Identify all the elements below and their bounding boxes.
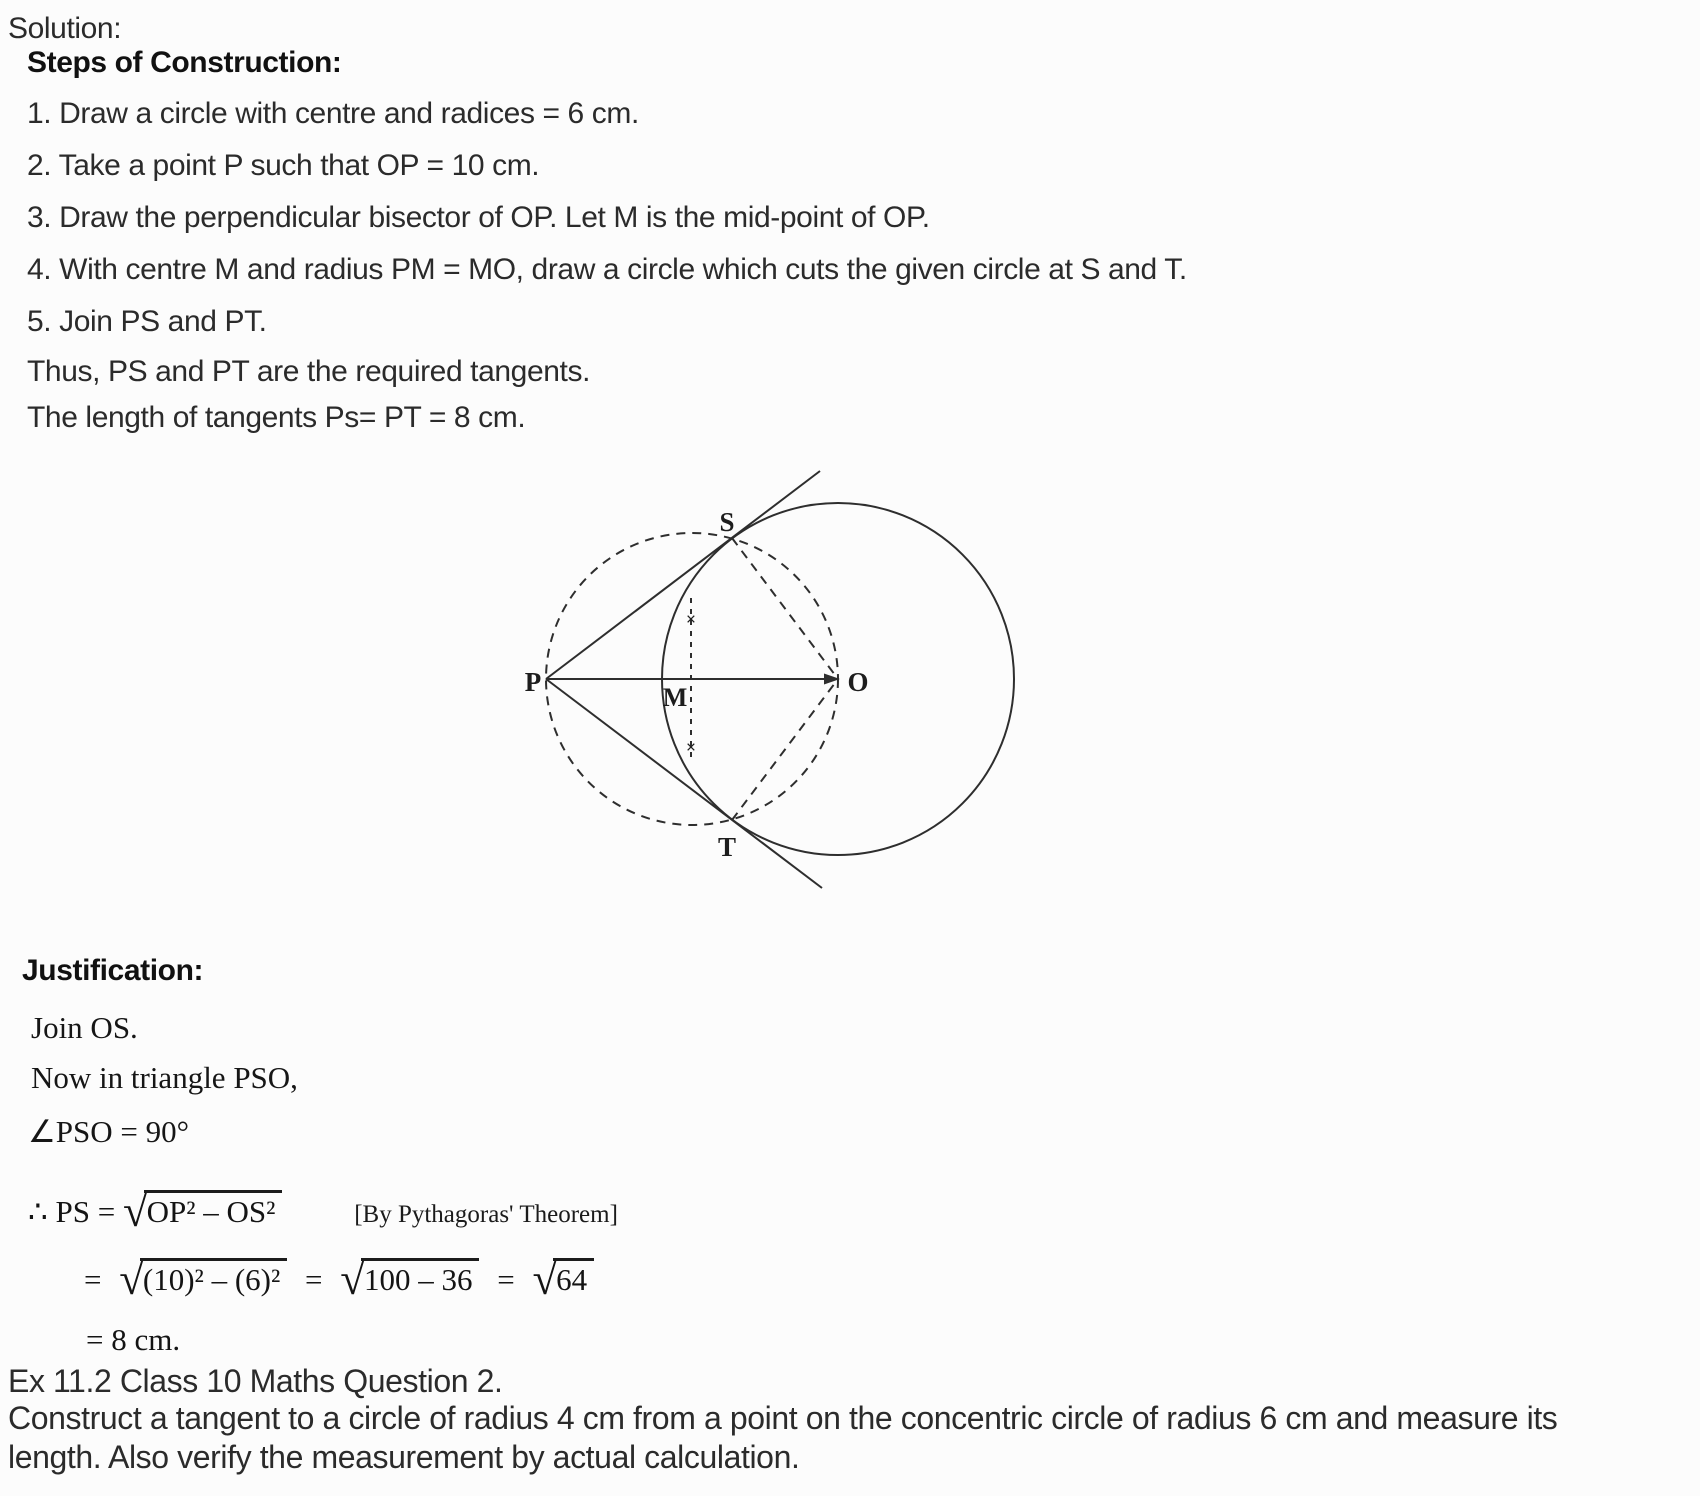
point-label-S: S [719,507,735,537]
construction-step-1: 1. Draw a circle with centre and radices = 6 cm. [27,97,639,130]
exercise-reference-line: Ex 11.2 Class 10 Maths Question 2. [8,1363,503,1399]
pythagoras-formula-line [28,1186,618,1236]
angle-pso-line: ∠PSO = 90° [28,1114,190,1149]
result-line: = 8 cm. [86,1322,181,1357]
solution-label: Solution: [8,12,122,45]
construction-step-4: 4. With centre M and radius PM = MO, draw a circle which cuts the given circle at S and T. [27,253,1187,286]
join-os-line: Join OS. [31,1010,138,1045]
radicand-100-36: 100 – 36 [361,1258,480,1298]
tangents-conclusion-line: Thus, PS and PT are the required tangents. [27,355,591,388]
radical-sign: √ [119,1254,144,1304]
dashed-segment-TO [732,679,838,820]
pythagoras-note: [By Pythagoras' Theorem] [354,1201,618,1228]
bisector-tick-top: × [685,609,697,629]
radicand-10-6: (10)² – (6)² [140,1258,287,1298]
point-label-P: P [524,667,542,697]
dashed-segment-SO [732,538,838,679]
point-label-M: M [662,683,688,712]
radical-sign: √ [532,1254,558,1304]
triangle-pso-line: Now in triangle PSO, [31,1060,298,1095]
equals-sign: = [305,1262,323,1297]
construction-diagram [500,455,1040,900]
formula-lead: ∴ PS = [28,1194,116,1229]
equals-sign: = [84,1262,102,1297]
numeric-formula-line [84,1254,594,1304]
point-label-O: O [847,667,869,697]
question-line-1: Construct a tangent to a circle of radius 4 cm from a point on the concentric circle of radius 6 cm and measure its [8,1400,1558,1436]
radicand-64: 64 [553,1258,594,1298]
next-question-paragraph [8,1399,1557,1477]
tangent-length-line: The length of tangents Ps= PT = 8 cm. [27,401,526,434]
question-line-2: length. Also verify the measurement by actual calculation. [8,1439,800,1475]
equals-sign: = [497,1262,515,1297]
radicand-op-os: OP² – OS² [144,1190,283,1230]
tangent-ray-PS [546,471,820,679]
justification-heading: Justification: [22,954,204,987]
construction-step-5: 5. Join PS and PT. [27,305,267,338]
radical-sign: √ [122,1186,148,1236]
construction-step-2: 2. Take a point P such that OP = 10 cm. [27,149,540,182]
radical-sign: √ [340,1254,365,1304]
point-label-T: T [717,832,737,862]
bisector-tick-bottom: × [685,737,697,757]
construction-step-3: 3. Draw the perpendicular bisector of OP. Let M is the mid-point of OP. [27,201,930,234]
steps-heading: Steps of Construction: [27,46,342,79]
